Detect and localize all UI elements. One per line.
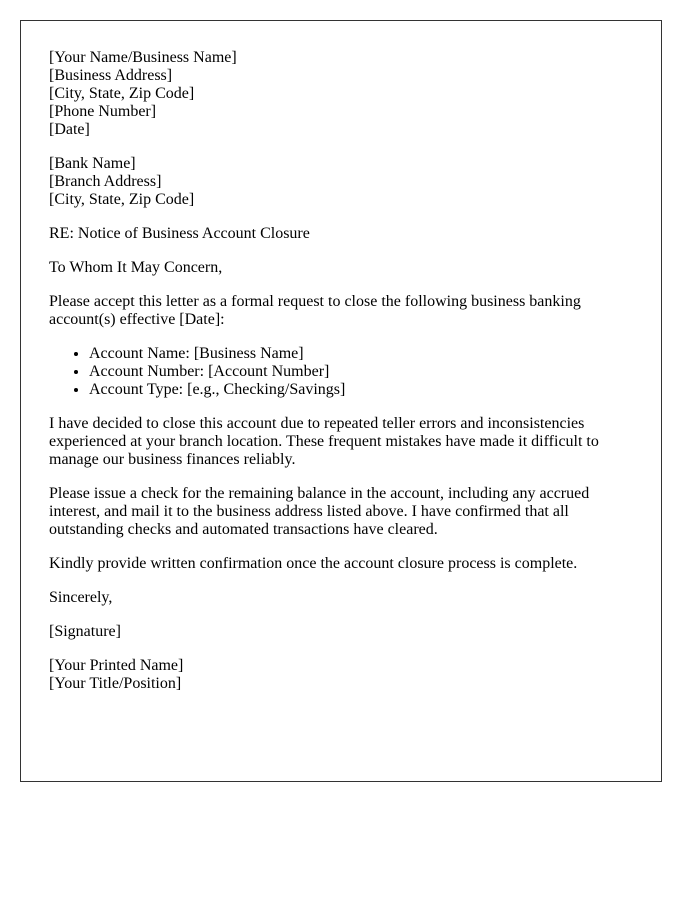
account-list	[49, 345, 633, 399]
sender-city: [City, State, Zip Code]	[49, 85, 195, 102]
balance-paragraph: Please issue a check for the remaining balance in the account, including any accrued interest, and mail it to the business address listed above. I have confirmed that all outstanding checks and automated transactions have cleared.	[49, 485, 590, 538]
intro-paragraph: Please accept this letter as a formal request to close the following business banking account(s) effective [Date]:	[49, 293, 581, 328]
signoff	[49, 657, 633, 693]
list-item: • Account Name: [Business Name]	[89, 345, 633, 363]
recipient-address	[49, 155, 633, 209]
branch-address: [Branch Address]	[49, 173, 162, 190]
reason-paragraph: I have decided to close this account due to repeated teller errors and inconsistencies experienced at your branch location. These frequent mistakes have made it difficult to manage our business finances reliably.	[49, 415, 599, 468]
confirmation-paragraph: Kindly provide written confirmation once the account closure process is complete.	[49, 555, 578, 572]
recipient-city: [City, State, Zip Code]	[49, 191, 195, 208]
subject-line: RE: Notice of Business Account Closure	[49, 225, 310, 242]
salutation: To Whom It May Concern,	[49, 259, 223, 276]
sender-phone: [Phone Number]	[49, 103, 157, 120]
sender-street: [Business Address]	[49, 67, 173, 84]
signature: [Signature]	[49, 623, 121, 640]
list-item: • Account Number: [Account Number]	[89, 363, 633, 381]
letter	[20, 20, 662, 782]
closing: Sincerely,	[49, 589, 113, 606]
sender-address	[49, 49, 633, 139]
sender-name: [Your Name/Business Name]	[49, 49, 237, 66]
bank-name: [Bank Name]	[49, 155, 136, 172]
title-position: [Your Title/Position]	[49, 675, 182, 692]
printed-name: [Your Printed Name]	[49, 657, 184, 674]
list-item: • Account Type: [e.g., Checking/Savings]	[89, 381, 633, 399]
letter-date: [Date]	[49, 121, 90, 138]
